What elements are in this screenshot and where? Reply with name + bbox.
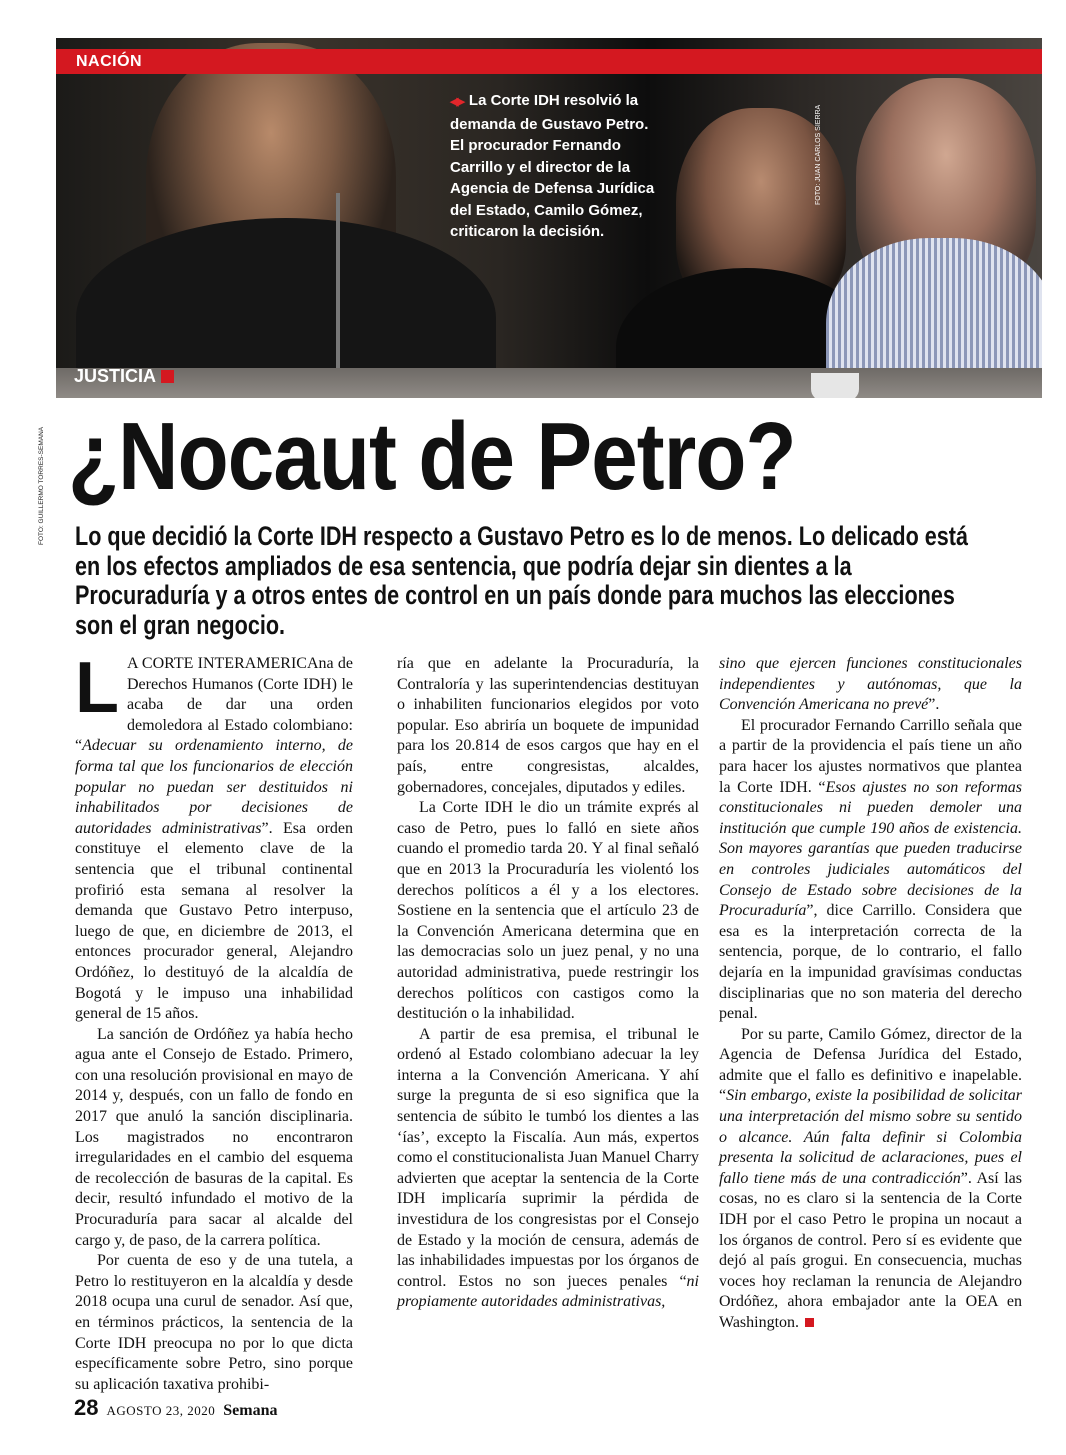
subsection-tag — [74, 366, 174, 387]
photo-credit-right: FOTO: ESTEBAN VEGA LA-ROTTA — [1046, 77, 1053, 190]
end-mark-icon — [805, 1318, 814, 1327]
table-surface — [56, 368, 1042, 398]
section-tag — [56, 49, 1042, 74]
article-paragraph: El procurador Fernando Carrillo señala que a partir de la providencia el país tiene un año para hacer los ajustes normativos que plantea la Corte IDH. “Esos ajustes no son reformas constitucionales ni pueden demoler una institución que cumple 190 años de existencia. Son mayores garantías que pueden traducirse en controles judiciales automáticos del Consejo de Estado sobre decisiones de la Procuraduría”, dice Carrillo. Considera que esa es la interpretación correcta de la sentencia, porque, de lo contrario, el fallo dejaría en la impunidad gravísimas conductas disciplinarias que no son materia del derecho penal. — [719, 716, 1022, 1023]
microphone — [336, 193, 340, 393]
magazine-name: Semana — [223, 1402, 278, 1419]
caption-arrows-icon: ◀▶ — [450, 96, 463, 108]
article-paragraph: Por su parte, Camilo Gómez, director de la Agencia de Defensa Jurídica del Estado, admite que el fallo es definitivo e inapelable. “Sin embargo, existe la posibilidad de solicitar una interpretación del mismo sobre su sentido o alcance. Aún falta definir si Colombia presenta la solicitud de aclaraciones, pues el fallo tiene más de una contradicción”. Así las cosas, no es claro si la sentencia de la Corte IDH por el caso Petro le propina un nocaut a los órganos de control. Pero sí es evidente que dejó al país grogui. En consecuencia, muchas voces hoy reclaman la renuncia de Alejandro Ordóñez, ahora embajador ante la OEA en Washington. — [719, 1025, 1022, 1331]
page-footer — [74, 1395, 277, 1421]
article-column-1 — [75, 648, 353, 1395]
section-label: NACIÓN — [76, 52, 143, 70]
photo-caption-text: La Corte IDH resolvió la demanda de Gustavo Petro. El procurador Fernando Carrillo y el director de la Agencia de Defensa Jurídica del Estado, Camilo Gómez, criticaron la decisión. — [450, 92, 655, 240]
article-paragraph: sino que ejercen funciones constitucionales independientes y autónomas, que la Convención Americana no prevé”. — [719, 655, 1022, 714]
article-column-3 — [719, 654, 1022, 1334]
article-paragraph: L A CORTE INTERAMERICAna de Derechos Humanos (Corte IDH) le acaba de dar una orden demoledora al Estado colombiano: “Adecuar su ordenamiento interno, de forma tal que los funcionarios de elección popular no puedan ser destituidos ni inhabilitados por decisiones de autoridades administrativas”. Esa orden constituye el elemento clave de la sentencia que el tribunal continental profirió esta semana al resolver la demanda que Gustavo Petro interpuso, luego de que, en diciembre de 2013, el entonces procurador general, Alejandro Ordóñez, lo destituyó de la alcaldía de Bogotá y le impuso una inhabilidad general de 15 años. — [75, 648, 353, 1023]
headline: ¿Nocaut de Petro? — [68, 403, 796, 510]
red-square-icon — [161, 370, 174, 383]
article-paragraph: La sanción de Ordóñez ya había hecho agua ante el Consejo de Estado. Primero, con una resolución provisional en mayo de 2014 y, después, con un fallo de fondo en 2017 que anuló la sanción disciplinaria. Los magistrados no encontraron irregularidades en el cambio del esquema de recolección de basuras de la capital. Es decir, resultó infundado el motivo de la Procuraduría para sacar al alcalde del cargo y, de paso, de la carrera política. — [75, 1025, 353, 1249]
page-number: 28 — [74, 1395, 99, 1420]
coffee-cup — [811, 373, 859, 398]
article-paragraph: A partir de esa premisa, el tribunal le ordenó al Estado colombiano adecuar la ley interna a la Convención Americana. Y ahí surge la pregunta de si eso significa que la sentencia de súbito le tumbó los dientes a las ‘ías’, excepto la Fiscalía. Aun más, expertos como el constitucionalista Juan Manuel Charry advierten que aceptar la sentencia de la Corte IDH implicaría suprimir la pérdida de investidura de los congresistas por el Consejo de Estado y la moción de censura, además de las inhabilidades impuestas por los órganos de control. Estos no son jueces penales “ni propiamente autoridades administrativas, — [397, 1025, 699, 1311]
deck: Lo que decidió la Corte IDH respecto a Gustavo Petro es lo de menos. Lo delicado está en los efectos ampliados de esa sentencia, que podría dejar sin dientes a la Procuraduría y a otros entes de control en un país donde para muchos las elecciones son el gran negocio. — [75, 521, 969, 640]
subsection-label: JUSTICIA — [74, 366, 157, 386]
article-paragraph: Por cuenta de eso y de una tutela, a Petro lo restituyeron en la alcaldía y desde 2018 ocupa una curul de senador. Así que, en términos prácticos, la sentencia de la Corte IDH preocupa no por lo que dicta específicamente sobre Petro, sino porque su aplicación taxativa prohibi- — [75, 1252, 353, 1393]
photo-credit-left: FOTO: GUILLERMO TORRES-SEMANA — [38, 426, 45, 545]
issue-date: AGOSTO 23, 2020 — [106, 1403, 216, 1418]
article-paragraph: ría que en adelante la Procuraduría, la Contraloría y las superintendencias destituyan o inhabiliten funcionarios elegidos por voto popular. Eso abriría un boquete de impunidad para los 20.814 de esos cargos que hay en el país, entre congresistas, alcaldes, gobernadores, concejales, diputados y ediles. — [397, 655, 699, 796]
article-paragraph: La Corte IDH le dio un trámite exprés al caso de Petro, pues lo falló en siete años cuando el promedio tarda 20. Y al final señaló que en 2013 la Procuraduría les violentó los derechos políticos a él y a los electores. Sostiene en la sentencia que el artículo 23 de la Convención Americana determina que en las democracias solo un juez penal, y no una autoridad administrativa, puede restringir los derechos políticos con castigos como la destitución o la inhabilidad. — [397, 799, 699, 1023]
article-column-2 — [397, 654, 699, 1313]
photo-caption — [450, 90, 655, 243]
photo-credit-middle: FOTO: JUAN CARLOS SIERRA — [815, 104, 822, 205]
drop-cap: L — [75, 648, 119, 728]
